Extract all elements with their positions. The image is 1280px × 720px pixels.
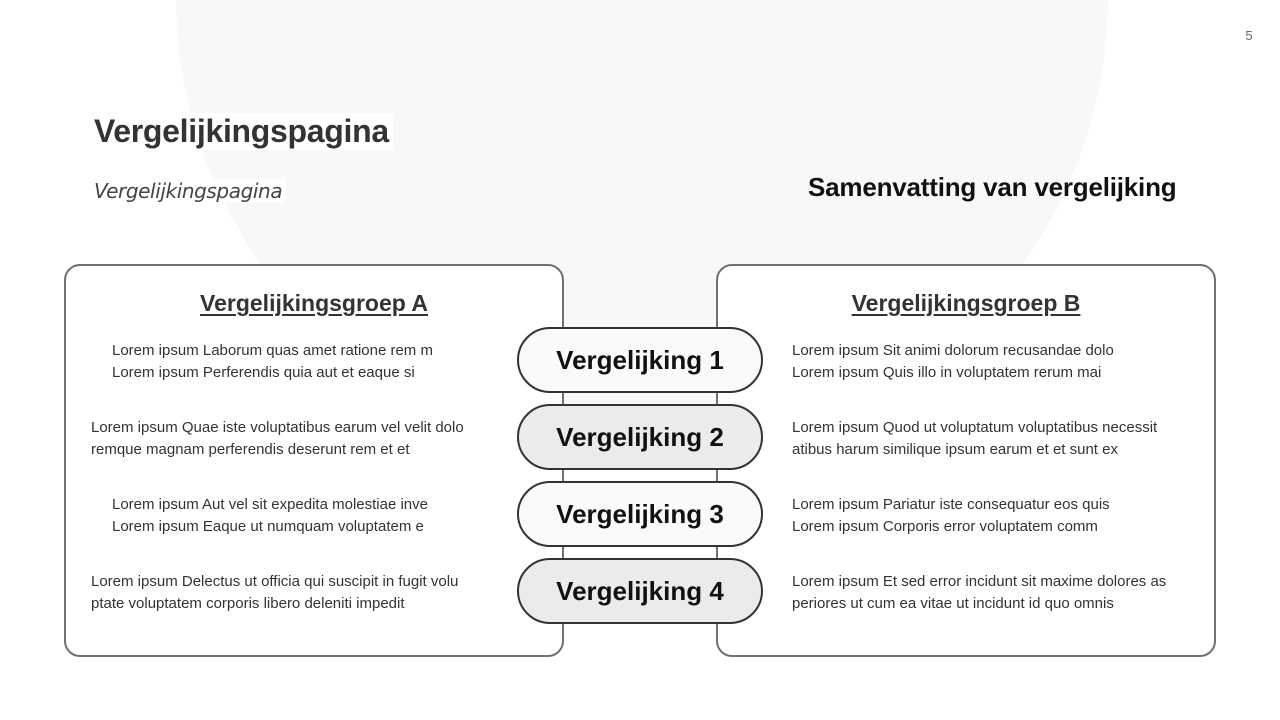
group-b-title: Vergelijkingsgroep B (851, 290, 1081, 316)
page-subtitle: Vergelijkingspagina (92, 179, 286, 203)
item-line: Lorem ipsum Sit animi dolorum recusandae dolo (792, 342, 1114, 359)
item-line: Lorem ipsum Quis illo in voluptatem rerum mai (792, 364, 1102, 381)
comparison-pill-2 (517, 404, 763, 470)
page-title: Vergelijkingspagina (92, 113, 393, 150)
comparison-pill-4 (517, 558, 763, 624)
item-line: Lorem ipsum Quae iste voluptatibus earum vel velit dolo (91, 419, 464, 436)
comparison-label: Vergelijking 3 (556, 498, 724, 529)
group-b-item-3 (792, 494, 1110, 538)
item-line: periores ut cum ea vitae ut incidunt id quo omnis (792, 595, 1114, 612)
item-line: Lorem ipsum Pariatur iste consequatur eos quis (792, 496, 1110, 513)
group-b-item-1 (792, 340, 1114, 384)
group-a-item-4 (91, 571, 458, 615)
group-a-title: Vergelijkingsgroep A (200, 290, 428, 316)
group-a-item-1 (112, 340, 433, 384)
comparison-pill-1 (517, 327, 763, 393)
item-line: remque magnam perferendis deserunt rem et et (91, 441, 410, 458)
comparison-label: Vergelijking 2 (556, 421, 724, 452)
item-line: Lorem ipsum Eaque ut numquam voluptatem e (112, 518, 424, 535)
comparison-group-a-card (64, 264, 564, 657)
comparison-label: Vergelijking 4 (556, 575, 724, 606)
item-line: Lorem ipsum Delectus ut officia qui suscipit in fugit volu (91, 573, 459, 590)
item-line: Lorem ipsum Perferendis quia aut et eaque si (112, 364, 415, 381)
summary-heading: Samenvatting van vergelijking (808, 172, 1177, 202)
group-b-item-2 (792, 417, 1157, 461)
item-line: Lorem ipsum Aut vel sit expedita molestiae inve (112, 496, 428, 513)
comparison-pill-3 (517, 481, 763, 547)
item-line: Lorem ipsum Quod ut voluptatum voluptatibus necessit (792, 419, 1158, 436)
group-a-item-3 (112, 494, 428, 538)
page-number: 5 (1245, 28, 1253, 43)
comparison-label: Vergelijking 1 (556, 344, 724, 375)
comparison-group-b-card (716, 264, 1216, 657)
item-line: Lorem ipsum Corporis error voluptatem comm (792, 518, 1098, 535)
group-a-item-2 (91, 417, 464, 461)
group-b-item-4 (792, 571, 1166, 615)
item-line: Lorem ipsum Laborum quas amet ratione rem m (112, 342, 433, 359)
item-line: Lorem ipsum Et sed error incidunt sit maxime dolores as (792, 573, 1167, 590)
item-line: atibus harum similique ipsum earum et et sunt ex (792, 441, 1118, 458)
item-line: ptate voluptatem corporis libero deleniti impedit (91, 595, 405, 612)
